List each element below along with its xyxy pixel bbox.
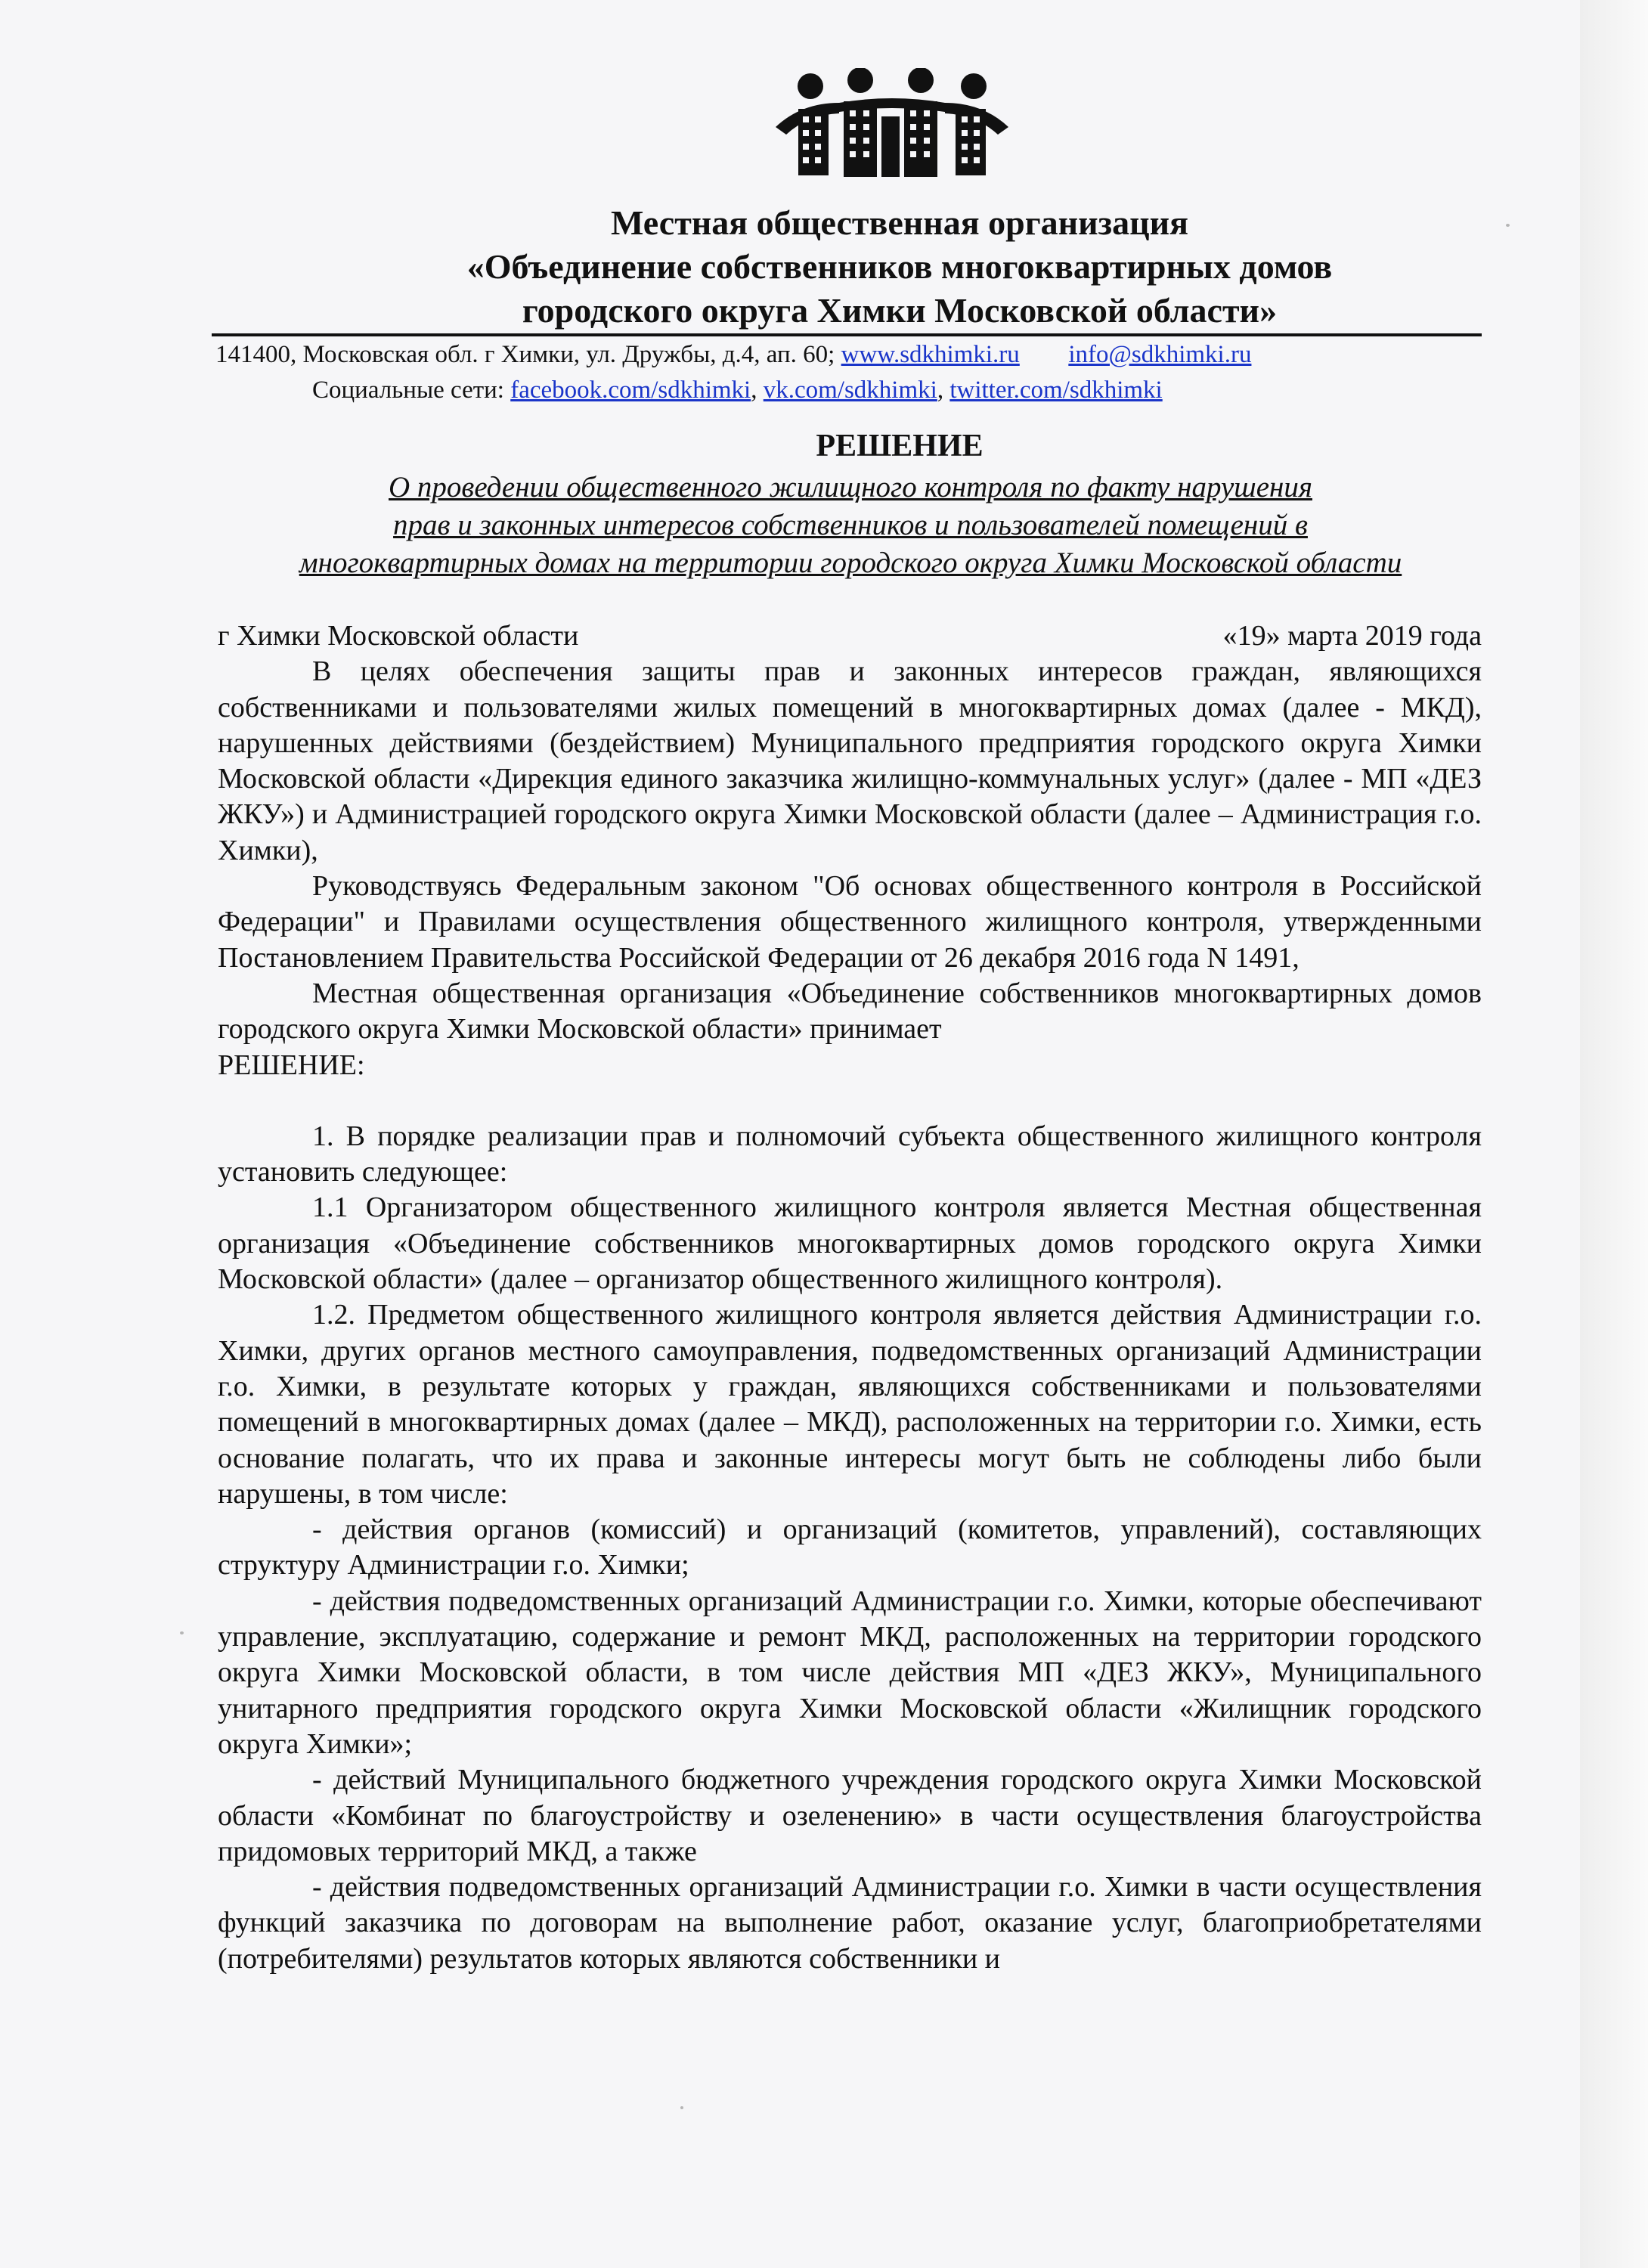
decision-title: РЕШЕНИЕ bbox=[816, 429, 984, 463]
date: «19» марта 2019 года bbox=[1222, 620, 1482, 652]
scan-speck bbox=[680, 2106, 683, 2109]
place-date-line bbox=[218, 618, 1482, 654]
clause-1-2: 1.2. Предметом общественного жилищного контроля является действия Администрации г.о. Химки, других органов местного самоуправления, подведомственных организаций Администрации г.о. Химки, в результате которых у граждан, являющихся собственниками и пользователями помещений в многоквартирных домах (далее – МКД), расположенных на территории г.о. Химки, есть основание полагать, что их права и законные интересы могут быть не соблюдены либо были нарушены, в том числе: bbox=[218, 1299, 1482, 1510]
organization-name bbox=[212, 201, 1588, 333]
decision-subtitle bbox=[219, 469, 1482, 582]
organization-logo bbox=[771, 68, 1013, 181]
social-label: Социальные сети: bbox=[312, 376, 504, 404]
bullet-1: - действия органов (комиссий) и организаций (комитетов, управлений), составляющих структуру Администрации г.о. Химки; bbox=[218, 1514, 1482, 1582]
subtitle-line-1: О проведении общественного жилищного контроля по факту нарушения bbox=[389, 471, 1312, 503]
twitter-link[interactable]: twitter.com/sdkhimki bbox=[949, 376, 1163, 404]
bullet-4: - действия подведомственных организаций Администрации г.о. Химки в части осуществления функций заказчика по договорам на выполнение работ, оказание услуг, благоприобретателями (потребителями) результатов которых являются собственники и bbox=[218, 1871, 1482, 1975]
paragraph-organization: Местная общественная организация «Объединение собственников многоквартирных домов городского округа Химки Московской области» принимает bbox=[218, 977, 1482, 1046]
scan-edge bbox=[1580, 0, 1648, 2268]
header-divider bbox=[212, 333, 1482, 336]
vk-link[interactable]: vk.com/sdkhimki bbox=[763, 376, 937, 404]
paragraph-purpose: В целях обеспечения защиты прав и законных интересов граждан, являющихся собственниками и пользователями жилых помещений в многоквартирных домах (далее - МКД), нарушенных действиями (бездействием) Муниципального предприятия городского округа Химки Московской области «Дирекция единого заказчика жилищно-коммунальных услуг» (далее - МП «ДЕЗ ЖКУ») и Администрацией городского округа Химки Московской области (далее – Администрация г.о. Химки), bbox=[218, 655, 1482, 866]
org-line-2: «Объединение собственников многоквартирных домов bbox=[466, 247, 1333, 286]
decision-label: РЕШЕНИЕ: bbox=[218, 1049, 365, 1081]
contact-block: 141400, Московская обл. г Химки, ул. Дружбы, д.4, ап. 60; www.sdkhimki.ru info@sdkhimki.ru Социальные сети: facebook.com/sdkhimki, vk.com/sdkhimki, twitter.com/sdkhimki bbox=[215, 341, 1252, 404]
clause-1-1: 1.1 Организатором общественного жилищного контроля является Местная общественная организация «Объединение собственников многоквартирных домов городского округа Химки Московской области» (далее – организатор общественного жилищного контроля). bbox=[218, 1191, 1482, 1296]
document-body bbox=[218, 618, 1482, 1977]
paragraph-legal-basis: Руководствуясь Федеральным законом "Об основах общественного контроля в Российской Федерации" и Правилами осуществления общественного жилищного контроля, утвержденными Постановлением Правительства Российской Федерации от 26 декабря 2016 года N 1491, bbox=[218, 870, 1482, 974]
bullet-3: - действий Муниципального бюджетного учреждения городского округа Химки Московской области «Комбинат по благоустройству и озеленению» в части осуществления благоустройства придомовых территорий МКД, а также bbox=[218, 1764, 1482, 1867]
org-line-3: городского округа Химки Московской области» bbox=[522, 291, 1278, 330]
bullet-2: - действия подведомственных организаций Администрации г.о. Химки, которые обеспечивают управление, эксплуатацию, содержание и ремонт МКД, расположенных на территории городского округа Химки Московской области, в том числе действия МП «ДЕЗ ЖКУ», Муниципального унитарного предприятия городского округа Химки Московской области «Жилищник городского округа Химки»; bbox=[218, 1585, 1482, 1760]
website-link[interactable]: www.sdkhimki.ru bbox=[841, 341, 1020, 368]
clause-1: 1. В порядке реализации прав и полномочий субъекта общественного жилищного контроля установить следующее: bbox=[218, 1120, 1482, 1188]
facebook-link[interactable]: facebook.com/sdkhimki bbox=[510, 376, 751, 404]
org-line-1: Местная общественная организация bbox=[610, 203, 1189, 242]
subtitle-line-3: многоквартирных домах на территории городского округа Химки Московской области bbox=[299, 547, 1402, 579]
subtitle-line-2: прав и законных интересов собственников и пользователей помещений в bbox=[393, 509, 1308, 541]
email-link[interactable]: info@sdkhimki.ru bbox=[1068, 341, 1252, 368]
place: г Химки Московской области bbox=[218, 620, 579, 652]
scan-speck bbox=[180, 1631, 184, 1634]
scan-speck bbox=[1506, 224, 1510, 227]
address: 141400, Московская обл. г Химки, ул. Дружбы, д.4, ап. 60; bbox=[215, 341, 835, 368]
